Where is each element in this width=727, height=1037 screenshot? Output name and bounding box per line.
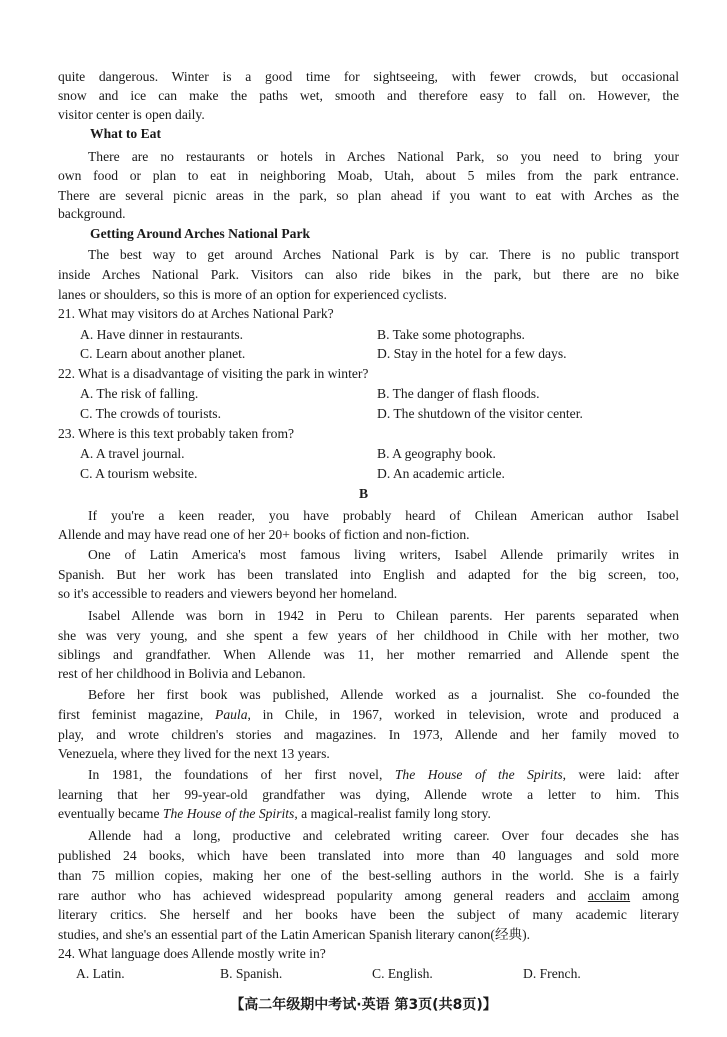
option-24-a: A. Latin. [76,966,125,981]
text-run: In 1981, the foundations of her first novel, [88,767,395,782]
question-24-stem: 24. What language does Allende mostly write in? [58,946,326,961]
option-23-b: B. A geography book. [377,446,496,461]
novel-title: The House of the Spirits [394,767,563,782]
text-line [88,766,679,785]
text-line: Allende and may have read one of her 20+ books of fiction and non-fiction. [58,527,470,542]
text-line: One of Latin America's most famous living writers, Isabel Allende primarily writes in [88,547,679,562]
option-21-c: C. Learn about another planet. [80,346,246,361]
text-line: Allende had a long, productive and celebrated writing career. Over four decades she has [88,828,679,843]
text-run: first feminist magazine, [58,707,216,722]
text-line: snow and ice can make the paths wet, smooth and therefore easy to fall on. However, the [58,88,679,103]
question-23-stem: 23. Where is this text probably taken from? [58,426,295,441]
text-run: among [630,888,679,903]
text-line: Before her first book was published, Allende worked as a journalist. She co-founded the [88,687,679,702]
text-line: learning that her 99-year-old grandfather was dying, Allende wrote a letter to him. This [58,787,679,802]
text-line: background. [58,206,126,221]
text-line: play, and wrote children's stories and magazines. In 1973, Allende and her family moved to [58,727,679,742]
text-run: , were laid: after [562,767,679,782]
text-line: quite dangerous. Winter is a good time for sightseeing, with fewer crowds, but occasional [58,69,679,84]
text-line: literary critics. She herself and her books have been the subject of many academic literary [58,907,679,922]
section-b-label: B [358,486,369,501]
option-23-a: A. A travel journal. [80,446,185,461]
text-line: There are no restaurants or hotels in Arches National Park, so you need to bring your [88,149,679,164]
option-24-d: D. French. [523,966,581,981]
text-line: studies, and she's an essential part of the Latin American Spanish literary canon(经典). [58,927,531,942]
page-footer: 【高二年级期中考试·英语 第3页(共8页)】 [230,997,497,1013]
text-line: than 75 million copies, making her one of the best-selling authors in the world. She is a fairly [58,868,679,883]
text-line: own food or plan to eat in neighboring Moab, Utah, about 5 miles from the park entrance. [58,168,679,183]
text-line: There are several picnic areas in the park, so plan ahead if you want to eat with Arches as the [58,188,679,203]
option-22-a: A. The risk of falling. [80,386,199,401]
text-line: siblings and grandfather. When Allende was 11, her mother remarried and Allende spent the [58,647,679,662]
text-line: Spanish. But her work has been translated into English and adapted for the big screen, too, [58,567,679,582]
text-line [58,887,679,906]
option-24-c: C. English. [372,966,433,981]
question-21-stem: 21. What may visitors do at Arches National Park? [58,306,334,321]
text-run: , a magical-realist family long story. [294,806,491,821]
text-line: If you're a keen reader, you have probably heard of Chilean American author Isabel [88,508,679,523]
option-23-d: D. An academic article. [377,466,505,481]
text-line: she was very young, and she spent a few years of her childhood in Chile with her mother, two [58,628,679,643]
novel-title: The House of the Spirits [162,806,295,821]
heading-getting-around: Getting Around Arches National Park [90,226,311,241]
option-22-d: D. The shutdown of the visitor center. [377,406,583,421]
option-22-b: B. The danger of flash floods. [377,386,540,401]
text-line: Isabel Allende was born in 1942 in Peru to Chilean parents. Her parents separated when [88,608,679,623]
text-line [58,805,679,824]
text-line: published 24 books, which have been translated into more than 40 languages and sold more [58,848,679,863]
option-21-d: D. Stay in the hotel for a few days. [377,346,567,361]
text-line: so it's accessible to readers and viewers beyond her homeland. [58,586,398,601]
magazine-title: Paula [215,707,248,722]
option-22-c: C. The crowds of tourists. [80,406,221,421]
underlined-word: acclaim [587,888,631,903]
question-22-stem: 22. What is a disadvantage of visiting the park in winter? [58,366,369,381]
option-21-a: A. Have dinner in restaurants. [80,327,244,342]
option-23-c: C. A tourism website. [80,466,198,481]
heading-what-to-eat: What to Eat [90,126,161,141]
text-line: inside Arches National Park. Visitors can also ride bikes in the park, but there are no bike [58,267,679,282]
text-run: , in Chile, in 1967, worked in television, wrote and produced a [247,707,679,722]
text-line: Venezuela, where they lived for the next 13 years. [58,746,330,761]
text-line: visitor center is open daily. [58,107,205,122]
text-run: eventually became [58,806,163,821]
text-run: rare author who has achieved widespread popularity among general readers and [58,888,588,903]
option-24-b: B. Spanish. [220,966,283,981]
text-line: The best way to get around Arches National Park is by car. There is no public transport [88,247,679,262]
text-line: lanes or shoulders, so this is more of an option for experienced cyclists. [58,287,447,302]
text-line: rest of her childhood in Bolivia and Lebanon. [58,666,306,681]
text-line [58,706,679,725]
option-21-b: B. Take some photographs. [377,327,525,342]
